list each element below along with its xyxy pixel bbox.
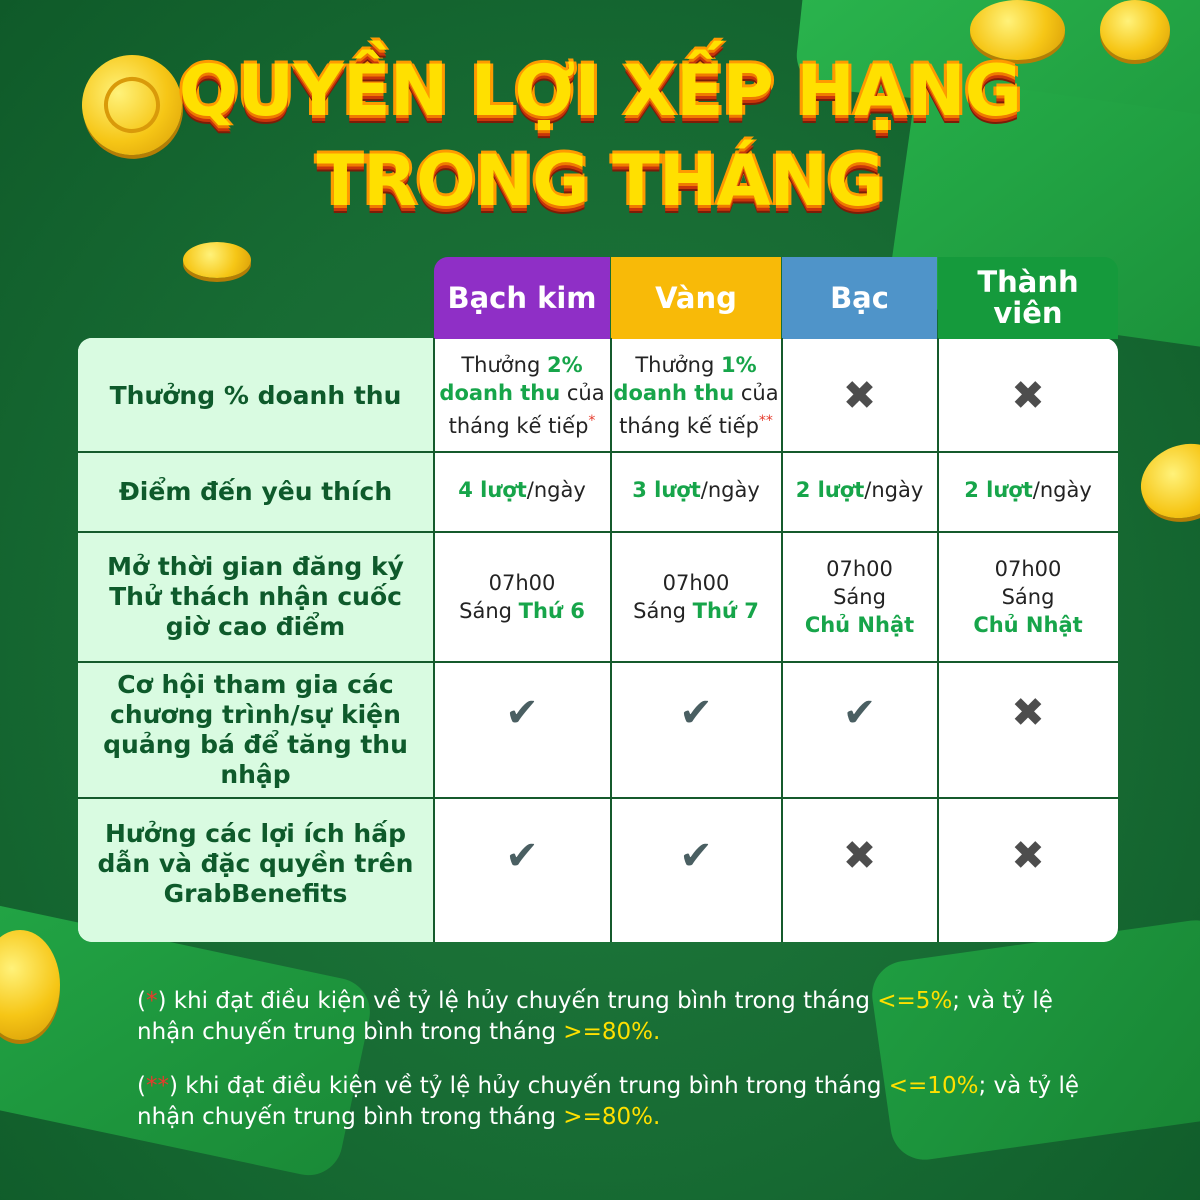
cross-icon: ✖ bbox=[842, 372, 877, 419]
page-title: QUYỀN LỢI XẾP HẠNG bbox=[178, 50, 1022, 132]
tier-header-member-label: Thành viên bbox=[977, 265, 1079, 330]
check-icon: ✔ bbox=[505, 833, 539, 879]
challenge-platinum: 07h00 Sáng Thứ 6 bbox=[459, 571, 585, 623]
tier-header-member bbox=[938, 257, 1118, 339]
favorite-gold: 3 lượt/ngày bbox=[632, 478, 760, 502]
favorite-member: 2 lượt/ngày bbox=[964, 478, 1092, 502]
coin-icon bbox=[183, 242, 251, 278]
tier-header-silver: Bạc bbox=[782, 257, 937, 339]
challenge-gold: 07h00 Sáng Thứ 7 bbox=[633, 571, 759, 623]
check-icon: ✔ bbox=[679, 690, 713, 736]
row-label-events: Cơ hội tham gia các chương trình/sự kiện quảng bá để tăng thu nhập bbox=[103, 670, 408, 789]
cross-icon: ✖ bbox=[1011, 833, 1045, 879]
row-label-challenge: Mở thời gian đăng ký Thử thách nhận cuốc giờ cao điểm bbox=[107, 552, 404, 641]
row-label-benefits: Hưởng các lợi ích hấp dẫn và đặc quyền trên GrabBenefits bbox=[97, 819, 414, 908]
challenge-silver: 07h00 Sáng Chủ Nhật bbox=[804, 557, 915, 637]
favorite-silver: 2 lượt/ngày bbox=[795, 478, 924, 502]
cross-icon: ✖ bbox=[1011, 372, 1045, 419]
row-label-revenue: Thưởng % doanh thu bbox=[109, 380, 402, 410]
challenge-member: 07h00 Sáng Chủ Nhật bbox=[973, 557, 1083, 637]
coin-icon bbox=[1100, 0, 1170, 60]
check-icon: ✔ bbox=[842, 690, 877, 736]
row-label-favorite: Điểm đến yêu thích bbox=[118, 477, 393, 506]
revenue-gold: Thưởng 1% doanh thu của tháng kế tiếp** bbox=[613, 353, 779, 438]
coin-icon bbox=[1130, 432, 1200, 530]
cross-icon: ✖ bbox=[1011, 690, 1045, 736]
revenue-platinum: Thưởng 2% doanh thu của tháng kế tiếp* bbox=[439, 353, 605, 438]
tier-header-platinum: Bạch kim bbox=[434, 257, 610, 339]
favorite-platinum: 4 lượt/ngày bbox=[458, 478, 586, 502]
tier-header-gold: Vàng bbox=[611, 257, 781, 339]
check-icon: ✔ bbox=[505, 690, 539, 736]
cross-icon: ✖ bbox=[842, 833, 877, 879]
page-title-line2: TRONG THÁNG bbox=[316, 140, 884, 222]
footnote-2: (**) khi đạt điều kiện về tỷ lệ hủy chuyến trung bình trong tháng <=10%; và tỷ lệ nhận chuyến trung bình trong tháng >=80%. bbox=[137, 1073, 1079, 1130]
footnote-1: (*) khi đạt điều kiện về tỷ lệ hủy chuyến trung bình trong tháng <=5%; và tỷ lệ nhận chuyến trung bình trong tháng >=80%. bbox=[137, 988, 1053, 1045]
check-icon: ✔ bbox=[679, 833, 713, 879]
